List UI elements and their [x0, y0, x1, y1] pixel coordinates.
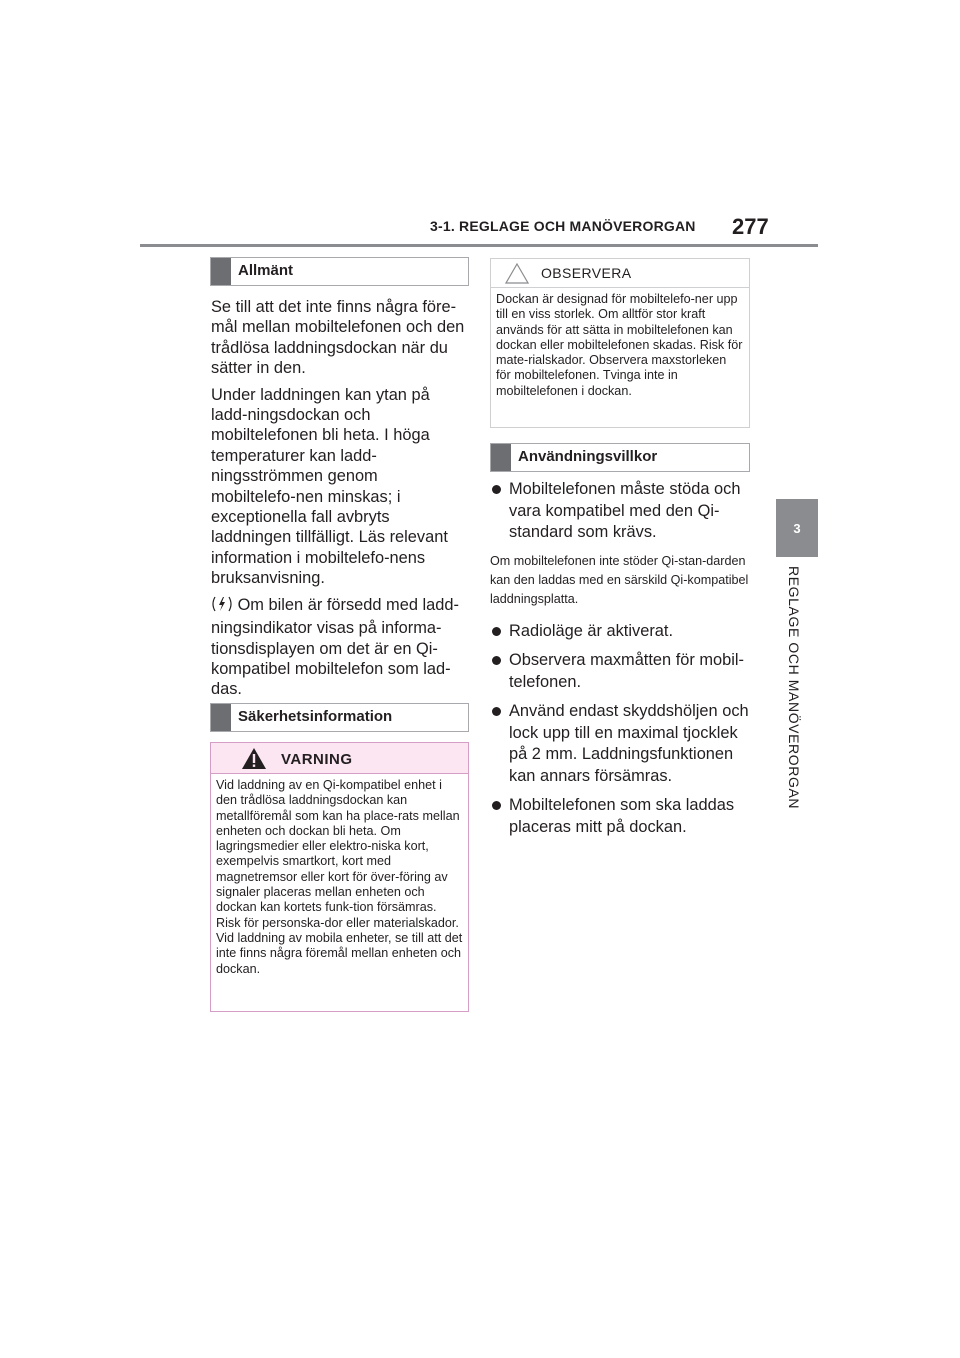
- warning-triangle-icon: [241, 747, 267, 770]
- note-box: [490, 258, 750, 428]
- paragraph-1: Se till att det inte finns några före-mål mellan mobiltelefonen och den trådlösa laddningsdockan när du sätter in den.: [211, 298, 465, 378]
- conditions-list: [490, 479, 750, 846]
- list-item: [490, 650, 750, 693]
- section-heading-conditions: [490, 443, 750, 472]
- list-item-note: Om mobiltelefonen inte stöder Qi-stan-darden kan den laddas med en särskild Qi-kompatibel laddningsplatta.: [490, 553, 749, 606]
- list-item: [490, 795, 750, 838]
- list-item-text: Mobiltelefonen måste stöda och vara kompatibel med den Qi-standard som krävs.: [509, 480, 741, 541]
- list-item-text: Mobiltelefonen som ska laddas placeras mitt på dockan.: [509, 796, 735, 836]
- bullet-icon: [492, 627, 501, 636]
- list-item-text: Radioläge är aktiverat.: [509, 621, 673, 640]
- list-item-text: Observera maxmåtten för mobil-telefonen.: [509, 651, 745, 691]
- section-marker: [211, 258, 231, 285]
- paragraph-3: [211, 595, 465, 700]
- paragraph-2: Under laddningen kan ytan på ladd-ningsdockan och mobiltelefonen bli heta. I höga temperaturer kan ladd-ningsströmmen genom mobiltelefo-nen minskas; i exceptionella fall avbryts laddningen tillfälligt. Läs relevant information i mobiltelefo-nens bruksanvisning.: [211, 385, 448, 588]
- note-text: Dockan är designad för mobiltelefo-ner upp till en viss storlek. Om alltför stor kraft används för att sätta in mobiltelefonen kan dockan eller mobiltelefonen skadas. Risk för mate-rialskador. Observera maxstorleken för mobiltelefonen. Tvinga inte in mobiltelefonen i dockan.: [496, 292, 743, 398]
- chapter-tab: 3: [776, 499, 818, 557]
- section-marker: [211, 704, 231, 731]
- section-label: Användningsvillkor: [518, 448, 658, 465]
- note-label: OBSERVERA: [541, 265, 632, 281]
- section-label: Säkerhetsinformation: [238, 708, 393, 725]
- chapter-side-label: REGLAGE OCH MANÖVERORGAN: [786, 566, 802, 810]
- list-item-text: Använd endast skyddshöljen och lock upp till en maximal tjocklek på 2 mm. Laddningsfunktionen kan annars försämras.: [509, 702, 749, 785]
- list-item: [490, 621, 750, 643]
- chapter-heading: 3-1. REGLAGE OCH MANÖVERORGAN: [430, 218, 696, 234]
- warning-header: [211, 743, 468, 774]
- paragraph-3-text: Om bilen är försedd med ladd-ningsindikator visas på informa-tionsdisplayen om det är en Qi-kompatibel mobiltelefon som lad-das.: [211, 595, 459, 699]
- warning-box: [210, 742, 469, 1012]
- section-heading-general: [210, 257, 469, 286]
- bullet-icon: [492, 801, 501, 810]
- bullet-icon: [492, 485, 501, 494]
- page-number: 277: [732, 214, 769, 239]
- caution-triangle-icon: [505, 263, 529, 284]
- list-item: [490, 701, 750, 787]
- warning-label: VARNING: [281, 751, 353, 768]
- header-rule: [140, 244, 818, 247]
- warning-text: Vid laddning av en Qi-kompatibel enhet i den trådlösa laddningsdockan kan metallföremål som kan ha place-rats mellan enheten och dockan bli heta. Om lagringsmedier eller elektro-niska kort, exempelvis smartkort, kort med magnetremsor eller kort för över-föring av signaler placeras mellan enheten och dockan kan kortets funk-tion försämras. Risk för personska-dor eller materialskador. Vid laddning av mobila enheter, se till att det inte finns några föremål mellan enheten och dockan.: [216, 778, 463, 976]
- note-header: [491, 259, 749, 288]
- general-text: [211, 297, 465, 706]
- bullet-icon: [492, 656, 501, 665]
- bullet-icon: [492, 707, 501, 716]
- section-label: Allmänt: [238, 262, 294, 279]
- wireless-charging-icon: [211, 595, 233, 618]
- section-heading-safety: [210, 703, 469, 732]
- section-marker: [491, 444, 511, 471]
- list-item: [490, 479, 750, 544]
